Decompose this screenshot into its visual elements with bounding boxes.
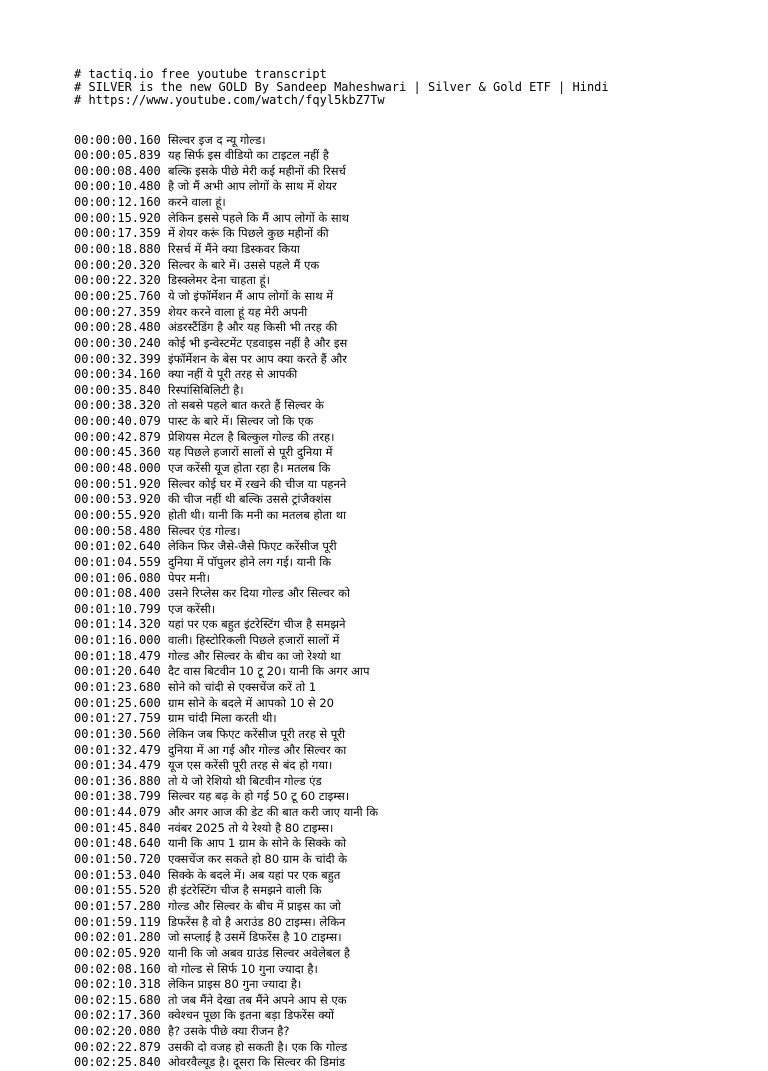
transcript-line [74,977,754,993]
timestamp: 00:00:27.359 [74,304,161,319]
separator [161,305,168,321]
timestamp: 00:00:30.240 [74,335,161,350]
caption-text: की चीज नहीं थी बल्कि उससे ट्रांजैक्शंस [167,492,332,507]
caption-text: एक्सचेंज कर सकते हो 80 ग्राम के चांदी के [167,852,348,867]
caption-text: उसकी दो वजह हो सकती है। एक कि गोल्ड [167,1039,348,1054]
caption-text: एज करेंसी यूज होता रहा है। मतलब कि [167,461,331,476]
separator [161,352,168,368]
transcript-line [74,508,754,524]
timestamp: 00:02:17.360 [74,1008,161,1023]
caption-text: प्रेशियस मेटल है बिल्कुल गोल्ड की तरह। [167,429,335,444]
separator [161,696,168,712]
timestamp: 00:00:45.360 [74,445,161,460]
separator [161,743,168,759]
transcript-line [74,836,754,852]
separator [161,617,168,633]
caption-text: सिल्वर के बारे में। उससे पहले मैं एक [167,257,320,272]
transcript-line [74,242,754,258]
timestamp: 00:02:10.318 [74,977,161,992]
caption-text: वाली। हिस्टोरिकली पिछले हजारों सालों में [167,633,340,648]
caption-text: तो सबसे पहले बात करते हैं सिल्वर के [167,398,324,413]
caption-text: रिसर्च में मैंने क्या डिस्कवर किया [167,242,300,257]
timestamp: 00:00:51.920 [74,476,161,491]
caption-text: बल्कि इसके पीछे मेरी कई महीनों की रिसर्च [167,163,346,178]
transcript-line [74,195,754,211]
separator [161,367,168,383]
transcript-line [74,305,754,321]
transcript-line [74,664,754,680]
transcript-document [74,68,754,1071]
timestamp: 00:01:25.600 [74,695,161,710]
transcript-line [74,258,754,274]
timestamp: 00:00:53.920 [74,492,161,507]
caption-text: लेकिन इससे पहले कि मैं आप लोगों के साथ [167,210,349,225]
separator [161,289,168,305]
timestamp: 00:00:10.480 [74,179,161,194]
transcript-line [74,398,754,414]
separator [161,774,168,790]
caption-text: सिल्वर एंड गोल्ड। [167,523,241,538]
caption-text: ग्राम चांदी मिला करती थी। [167,711,277,726]
timestamp: 00:00:12.160 [74,195,161,210]
separator [161,1008,168,1024]
header-spacer [74,108,754,133]
timestamp: 00:01:50.720 [74,852,161,867]
timestamp: 00:01:30.560 [74,726,161,741]
separator [161,821,168,837]
timestamp: 00:00:22.320 [74,273,161,288]
separator [161,899,168,915]
caption-text: गोल्ड और सिल्वर के बीच का जो रेश्यो था [167,648,341,663]
separator [161,1055,168,1071]
caption-text: डिस्क्लेमर देना चाहता हूं। [167,273,271,288]
separator [161,962,168,978]
timestamp: 00:00:17.359 [74,226,161,241]
caption-text: शेयर करने वाला हूं यह मेरी अपनी [167,304,308,319]
transcript-line [74,461,754,477]
caption-text: यह पिछले हजारों सालों से पूरी दुनिया में [167,445,333,460]
timestamp: 00:01:36.880 [74,773,161,788]
separator [161,1040,168,1056]
timestamp: 00:01:23.680 [74,679,161,694]
caption-text: सोने को चांदी से एक्सचेंज करें तो 1 [167,679,317,694]
separator [161,524,168,540]
transcript-line [74,617,754,633]
caption-text: दैट वास बिटवीन 10 टू 20। यानी कि अगर आप [167,664,370,679]
transcript-line [74,430,754,446]
caption-text: तो ये जो रेशियो थी बिटवीन गोल्ड एंड [167,773,322,788]
timestamp: 00:01:10.799 [74,601,161,616]
caption-text: लेकिन फिर जैसे-जैसे फिएट करेंसीज पूरी [167,539,337,554]
caption-text: रिस्पांसिबिलिटी है। [167,382,244,397]
separator [161,555,168,571]
transcript-line [74,320,754,336]
separator [161,273,168,289]
caption-text: सिक्के के बदले में। अब यहां पर एक बहुत [167,867,341,882]
timestamp: 00:02:22.879 [74,1039,161,1054]
timestamp: 00:01:02.640 [74,539,161,554]
timestamp: 00:02:01.280 [74,930,161,945]
transcript-line [74,492,754,508]
separator [161,649,168,665]
transcript-line [74,586,754,602]
caption-text: कोई भी इन्वेस्टमेंट एडवाइस नहीं है और इस [167,335,348,350]
separator [161,680,168,696]
timestamp: 00:00:48.000 [74,461,161,476]
caption-text: इंफॉर्मेशन के बेस पर आप क्या करते हैं और [167,351,347,366]
caption-text: एज करेंसी। [167,601,216,616]
caption-text: यह सिर्फ इस वीडियो का टाइटल नहीं है [167,148,329,163]
transcript-line [74,1040,754,1056]
separator [161,179,168,195]
caption-text: क्या नहीं ये पूरी तरह से आपकी [167,367,298,382]
timestamp: 00:00:28.480 [74,320,161,335]
timestamp: 00:00:58.480 [74,523,161,538]
transcript-line [74,743,754,759]
transcript-line [74,758,754,774]
timestamp: 00:01:14.320 [74,617,161,632]
separator [161,195,168,211]
separator [161,258,168,274]
timestamp: 00:01:53.040 [74,867,161,882]
timestamp: 00:01:16.000 [74,633,161,648]
caption-text: लेकिन जब फिएट करेंसीज पूरी तरह से पूरी [167,726,346,741]
transcript-line [74,899,754,915]
transcript-line [74,680,754,696]
timestamp: 00:02:15.680 [74,992,161,1007]
transcript-line [74,649,754,665]
separator [161,148,168,164]
transcript-line [74,1008,754,1024]
transcript-line [74,915,754,931]
caption-text: यानी कि जो अबव ग्राउंड सिल्वर अवेलेबल है [167,945,351,960]
transcript-line [74,696,754,712]
timestamp: 00:00:05.839 [74,148,161,163]
separator [161,430,168,446]
separator [161,398,168,414]
caption-text: गोल्ड और सिल्वर के बीच में प्राइस का जो [167,898,341,913]
separator [161,164,168,180]
transcript-body [74,133,754,1071]
timestamp: 00:00:00.160 [74,132,161,147]
transcript-line [74,164,754,180]
timestamp: 00:00:42.879 [74,429,161,444]
caption-text: ओवरवैल्यूड है। दूसरा कि सिल्वर की डिमांड [167,1055,346,1070]
transcript-line [74,946,754,962]
timestamp: 00:00:15.920 [74,210,161,225]
transcript-line [74,524,754,540]
timestamp: 00:01:20.640 [74,664,161,679]
timestamp: 00:02:05.920 [74,945,161,960]
timestamp: 00:01:44.079 [74,805,161,820]
caption-text: वो गोल्ड से सिर्फ 10 गुना ज्यादा है। [167,961,318,976]
timestamp: 00:02:25.840 [74,1055,161,1070]
separator [161,946,168,962]
timestamp: 00:02:20.080 [74,1024,161,1039]
separator [161,133,168,149]
separator [161,664,168,680]
caption-text: होती थी। यानी कि मनी का मतलब होता था [167,507,347,522]
transcript-line [74,805,754,821]
caption-text: दुनिया में पॉपुलर होने लग गई। यानी कि [167,554,332,569]
caption-text: सिल्वर इज द न्यू गोल्ड। [167,132,266,147]
timestamp: 00:01:08.400 [74,586,161,601]
caption-text: नवंबर 2025 तो ये रेश्यो है 80 टाइम्स। [167,820,334,835]
transcript-line [74,336,754,352]
transcript-line [74,962,754,978]
transcript-line [74,1024,754,1040]
caption-text: यूज एस करेंसी पूरी तरह से बंद हो गया। [167,758,333,773]
separator [161,711,168,727]
separator [161,836,168,852]
caption-text: पेपर मनी। [167,570,210,585]
caption-text: सिल्वर यह बढ़ के हो गई 50 टू 60 टाइम्स। [167,789,350,804]
timestamp: 00:00:55.920 [74,507,161,522]
timestamp: 00:00:25.760 [74,288,161,303]
caption-text: दुनिया में आ गई और गोल्ड और सिल्वर का [167,742,347,757]
transcript-line [74,1055,754,1071]
separator [161,461,168,477]
transcript-line [74,633,754,649]
transcript-line [74,883,754,899]
separator [161,930,168,946]
transcript-line [74,211,754,227]
transcript-line [74,226,754,242]
transcript-line [74,352,754,368]
caption-text: है? उसके पीछे क्या रीजन है? [167,1024,290,1039]
timestamp: 00:01:55.520 [74,883,161,898]
separator [161,383,168,399]
separator [161,336,168,352]
caption-text: लेकिन प्राइस 80 गुना ज्यादा है। [167,977,302,992]
separator [161,211,168,227]
timestamp: 00:00:38.320 [74,398,161,413]
separator [161,445,168,461]
separator [161,993,168,1009]
caption-text: और अगर आज की डेट की बात करी जाए यानी कि [167,805,379,820]
caption-text: ही इंटरेस्टिंग चीज है समझने वाली कि [167,883,322,898]
timestamp: 00:00:08.400 [74,163,161,178]
transcript-line [74,852,754,868]
transcript-line [74,477,754,493]
caption-text: जो सप्लाई है उसमें डिफरेंस है 10 टाइम्स। [167,930,342,945]
separator [161,571,168,587]
transcript-line [74,711,754,727]
transcript-line [74,445,754,461]
timestamp: 00:01:45.840 [74,820,161,835]
transcript-line [74,930,754,946]
timestamp: 00:00:35.840 [74,382,161,397]
timestamp: 00:01:59.119 [74,914,161,929]
transcript-line [74,571,754,587]
separator [161,242,168,258]
separator [161,477,168,493]
timestamp: 00:00:32.399 [74,351,161,366]
timestamp: 00:01:57.280 [74,898,161,913]
transcript-line [74,821,754,837]
transcript-line [74,993,754,1009]
caption-text: उसने रिप्लेस कर दिया गोल्ड और सिल्वर को [167,586,350,601]
separator [161,852,168,868]
transcript-line [74,273,754,289]
transcript-line [74,774,754,790]
caption-text: क्वेश्चन पूछा कि इतना बड़ा डिफरेंस क्यों [167,1008,335,1023]
header-source-line: # tactiq.io free youtube transcript [74,68,327,81]
timestamp: 00:00:40.079 [74,414,161,429]
separator [161,320,168,336]
timestamp: 00:01:48.640 [74,836,161,851]
transcript-line [74,367,754,383]
separator [161,977,168,993]
caption-text: डिफरेंस है वो है अराउंड 80 टाइम्स। लेकिन [167,914,346,929]
separator [161,414,168,430]
separator [161,602,168,618]
transcript-line [74,179,754,195]
transcript-line [74,727,754,743]
caption-text: है जो मैं अभी आप लोगों के साथ में शेयर [167,179,337,194]
timestamp: 00:00:18.880 [74,242,161,257]
transcript-line [74,383,754,399]
timestamp: 00:01:34.479 [74,758,161,773]
header-title-line: # SILVER is the new GOLD By Sandeep Maheshwari | Silver & Gold ETF | Hindi [74,81,609,95]
timestamp: 00:01:06.080 [74,570,161,585]
timestamp: 00:01:27.759 [74,711,161,726]
transcript-line [74,414,754,430]
timestamp: 00:00:34.160 [74,367,161,382]
caption-text: यानी कि आप 1 ग्राम के सोने के सिक्के को [167,836,347,851]
separator [161,915,168,931]
transcript-line [74,789,754,805]
transcript-line [74,289,754,305]
timestamp: 00:02:08.160 [74,961,161,976]
caption-text: अंडरस्टैंडिंग है और यह किसी भी तरह की [167,320,338,335]
separator [161,727,168,743]
caption-text: तो जब मैंने देखा तब मैंने अपने आप से एक [167,992,347,1007]
separator [161,226,168,242]
timestamp: 00:01:38.799 [74,789,161,804]
transcript-line [74,555,754,571]
separator [161,868,168,884]
timestamp: 00:01:18.479 [74,648,161,663]
separator [161,1024,168,1040]
caption-text: में शेयर करूं कि पिछले कुछ महीनों की [167,226,329,241]
timestamp: 00:00:20.320 [74,257,161,272]
caption-text: सिल्वर कोई घर में रखने की चीज या पहनने [167,476,347,491]
caption-text: करने वाला हूं। [167,195,226,210]
caption-text: पास्ट के बारे में। सिल्वर जो कि एक [167,414,314,429]
transcript-line [74,602,754,618]
caption-text: ये जो इंफॉर्मेशन मैं आप लोगों के साथ में [167,288,334,303]
transcript-line [74,148,754,164]
caption-text: यहां पर एक बहुत इंटरेस्टिंग चीज है समझने [167,617,346,632]
header-url-line: # https://www.youtube.com/watch/fqyl5kbZ7Tw [74,94,385,108]
transcript-line [74,133,754,149]
separator [161,492,168,508]
caption-text: ग्राम सोने के बदले में आपको 10 से 20 [167,695,334,710]
separator [161,633,168,649]
separator [161,789,168,805]
transcript-line [74,539,754,555]
separator [161,883,168,899]
separator [161,539,168,555]
separator [161,508,168,524]
separator [161,586,168,602]
separator [161,805,168,821]
transcript-line [74,868,754,884]
timestamp: 00:01:32.479 [74,742,161,757]
separator [161,758,168,774]
timestamp: 00:01:04.559 [74,554,161,569]
